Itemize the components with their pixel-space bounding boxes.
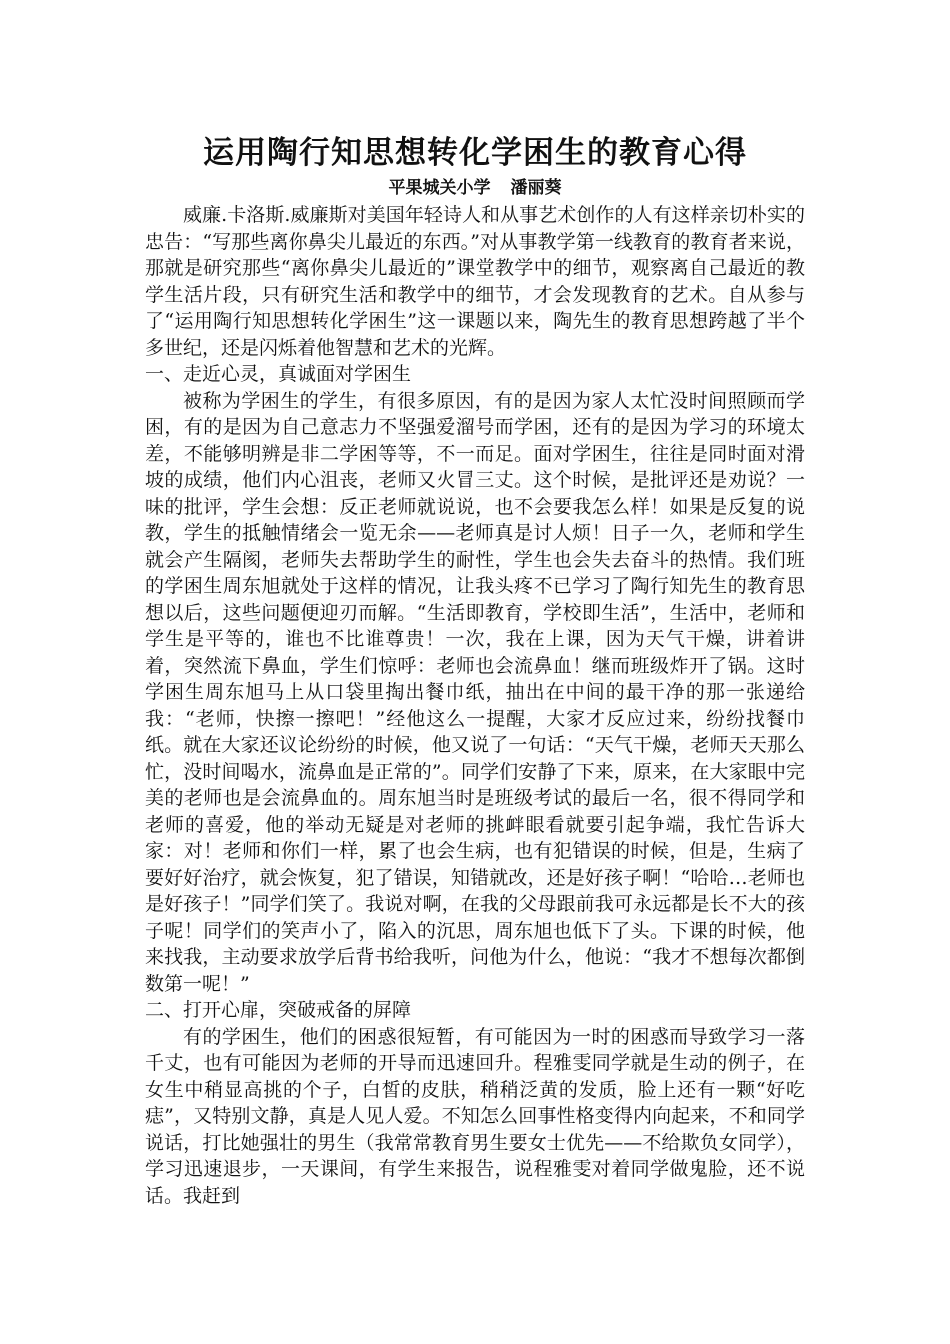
section-1-heading: 一、走近心灵，真诚面对学困生	[145, 363, 412, 385]
author-name: 潘丽葵	[510, 178, 562, 198]
document-body	[145, 132, 805, 1209]
intro-paragraph: 威廉.卡洛斯.威廉斯对美国年轻诗人和从事艺术创作的人有这样亲切朴实的忠告：“写那些离你鼻尖儿最近的东西。”对从事教学第一线教育的教育者来说，那就是研究那些“离你鼻尖儿最近的”课堂教学中的细节，观察离自己最近的教学生活片段，只有研究生活和教学中的细节，才会发现教育的艺术。自从参与了“运用陶行知思想转化学困生”这一课题以来，陶先生的教育思想跨越了半个多世纪，还是闪烁着他智慧和艺术的光辉。	[145, 204, 805, 359]
section-1-paragraph: 被称为学困生的学生，有很多原因，有的是因为家人太忙没时间照顾而学困，有的是因为自己意志力不坚强爱溜号而学困，还有的是因为学习的环境太差，不能够明辨是非二学困等等，不一而足。面对学困生，往往是同时面对滑坡的成绩，他们内心沮丧，老师又火冒三丈。这个时候，是批评还是劝说？一味的批评，学生会想：反正老师就说说，也不会要我怎么样！如果是反复的说教，学生的抵触情绪会一览无余——老师真是讨人烦！日子一久，老师和学生就会产生隔阂，老师失去帮助学生的耐性，学生也会失去奋斗的热情。我们班的学困生周东旭就处于这样的情况，让我头疼不已学习了陶行知先生的教育思想以后，这些问题便迎刃而解。“生活即教育，学校即生活”，生活中，老师和学生是平等的，谁也不比谁尊贵！一次，我在上课，因为天气干燥，讲着讲着，突然流下鼻血，学生们惊呼：老师也会流鼻血！继而班级炸开了锅。这时学困生周东旭马上从口袋里掏出餐巾纸，抽出在中间的最干净的那一张递给我：“老师，快擦一擦吧！”经他这么一提醒，大家才反应过来，纷纷找餐巾纸。就在大家还议论纷纷的时候，他又说了一句话：“天气干燥，老师天天那么忙，没时间喝水，流鼻血是正常的”。同学们安静了下来，原来，在大家眼中完美的老师也是会流鼻血的。周东旭当时是班级考试的最后一名，很不得同学和老师的喜爱，他的举动无疑是对老师的挑衅眼看就要引起争端，我忙告诉大家：对！老师和你们一样，累了也会生病，也有犯错误的时候，但是，生病了要好好治疗，就会恢复，犯了错误，知错就改，还是好孩子啊！“哈哈…老师也是好孩子！”同学们笑了。我说对啊，在我的父母跟前我可永远都是长不大的孩子呢！同学们的笑声小了，陷入的沉思，周东旭也低下了头。下课的时候，他来找我，主动要求放学后背书给我听，问他为什么，他说：“我才不想每次都倒数第一呢！”	[145, 389, 805, 995]
document-title: 运用陶行知思想转化学困生的教育心得	[203, 135, 747, 171]
section-2-heading: 二、打开心扉，突破戒备的屏障	[145, 999, 412, 1021]
section-2-paragraph: 有的学困生，他们的困惑很短暂，有可能因为一时的困惑而导致学习一落千丈，也有可能因为老师的开导而迅速回升。程雅雯同学就是生动的例子，在女生中稍显高挑的个子，白皙的皮肤，稍稍泛黄的发质，脸上还有一颗“好吃痣”，又特别文静，真是人见人爱。不知怎么回事性格变得内向起来，不和同学说话，打比她强壮的男生（我常常教育男生要女士优先——不给欺负女同学），学习迅速退步，一天课间，有学生来报告，说程雅雯对着同学做鬼脸，还不说话。我赶到	[145, 1025, 805, 1207]
author-line	[145, 174, 805, 202]
author-school: 平果城关小学	[388, 178, 491, 198]
